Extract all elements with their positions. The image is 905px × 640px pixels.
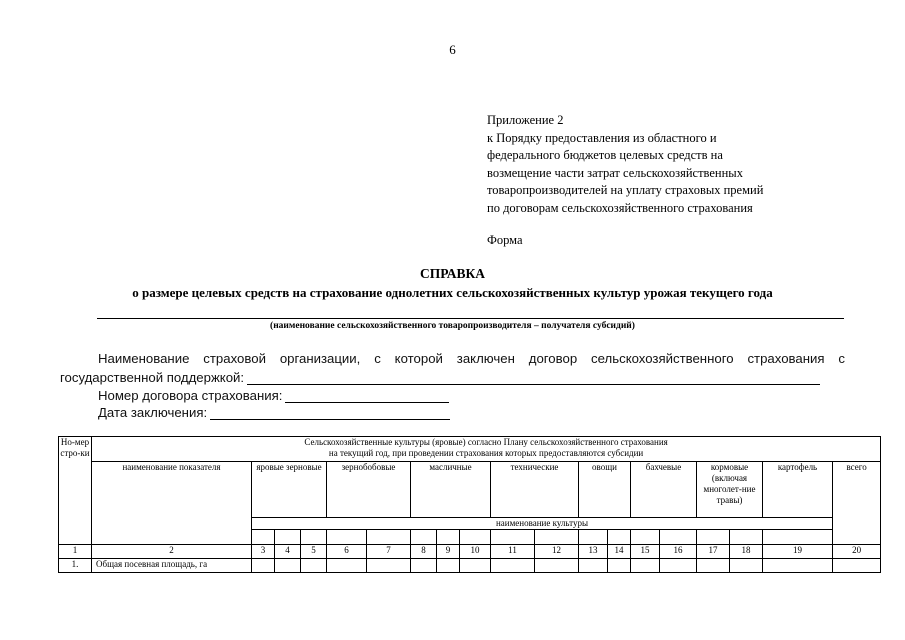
column-number: 12 — [535, 545, 579, 559]
conclusion-date-label: Дата заключения: — [98, 405, 208, 420]
conclusion-date-row — [98, 405, 450, 420]
crop-name-cell[interactable] — [697, 530, 730, 545]
value-cell[interactable] — [631, 559, 660, 573]
value-cell[interactable] — [252, 559, 275, 573]
column-number: 6 — [327, 545, 367, 559]
appendix-line: Приложение 2 — [487, 113, 564, 127]
insurer-word: страхования — [747, 351, 825, 366]
insurer-word: которой — [394, 351, 443, 366]
insurer-word: страховой — [203, 351, 266, 366]
value-cell[interactable] — [367, 559, 411, 573]
table-row-indicator: Общая посевная площадь, га — [92, 559, 252, 573]
column-number: 4 — [275, 545, 301, 559]
appendix-line: товаропроизводителей на уплату страховых премий — [487, 183, 764, 198]
crop-name-cell[interactable] — [730, 530, 763, 545]
crop-group-vegetables: овощи — [579, 462, 631, 518]
column-number: 2 — [92, 545, 252, 559]
value-cell[interactable] — [327, 559, 367, 573]
table-row-number: 1. — [59, 559, 92, 573]
column-number: 11 — [491, 545, 535, 559]
crop-group-oilseeds: масличные — [411, 462, 491, 518]
row-number-header: Но-мер стро-ки — [59, 437, 92, 545]
table-row — [59, 559, 881, 573]
insurer-word: с — [838, 351, 845, 366]
value-cell[interactable] — [535, 559, 579, 573]
crop-subsidy-table — [58, 436, 880, 573]
value-cell[interactable] — [411, 559, 437, 573]
column-number: 7 — [367, 545, 411, 559]
insurer-word: сельскохозяйственного — [591, 351, 734, 366]
crop-group-header-line: Сельскохозяйственные культуры (яровые) согласно Плану сельскохозяйственного страхования — [304, 437, 668, 447]
crop-name-cell[interactable] — [631, 530, 660, 545]
column-number: 15 — [631, 545, 660, 559]
insurer-word: договор — [528, 351, 578, 366]
column-number: 3 — [252, 545, 275, 559]
value-cell[interactable] — [491, 559, 535, 573]
value-cell[interactable] — [437, 559, 460, 573]
appendix-line: возмещение части затрат сельскохозяйственных — [487, 165, 743, 180]
value-cell[interactable] — [579, 559, 608, 573]
insurer-continuation — [60, 370, 820, 385]
crop-name-cell[interactable] — [367, 530, 411, 545]
document-title: СПРАВКА — [419, 266, 486, 281]
appendix-line: федерального бюджетов целевых средств на — [487, 148, 723, 163]
crop-name-cell[interactable] — [411, 530, 437, 545]
appendix-line: по договорам сельскохозяйственного страхования — [487, 200, 753, 215]
crop-group-header — [92, 437, 881, 462]
column-number: 14 — [608, 545, 631, 559]
crop-group-melons: бахчевые — [631, 462, 697, 518]
recipient-caption: (наименование сельскохозяйственного товаропроизводителя – получателя субсидий) — [270, 321, 635, 331]
column-number-row — [59, 545, 881, 559]
crop-group-potatoes: картофель — [763, 462, 833, 518]
crop-name-cell[interactable] — [301, 530, 327, 545]
column-number: 17 — [697, 545, 730, 559]
appendix-line: к Порядку предоставления из областного и — [487, 130, 717, 145]
value-cell[interactable] — [660, 559, 697, 573]
recipient-name-blank[interactable] — [97, 318, 844, 319]
crop-name-cell[interactable] — [327, 530, 367, 545]
crop-name-cell[interactable] — [763, 530, 833, 545]
column-number: 5 — [301, 545, 327, 559]
value-cell[interactable] — [730, 559, 763, 573]
contract-number-label: Номер договора страхования: — [98, 388, 283, 403]
value-cell[interactable] — [697, 559, 730, 573]
insurer-word: Наименование — [98, 351, 190, 366]
value-cell[interactable] — [301, 559, 327, 573]
value-cell[interactable] — [833, 559, 881, 573]
value-cell[interactable] — [608, 559, 631, 573]
column-number: 1 — [59, 545, 92, 559]
column-number: 8 — [411, 545, 437, 559]
crop-group-technical: технические — [491, 462, 579, 518]
insurer-label: государственной поддержкой: — [60, 370, 245, 385]
crop-name-cell[interactable] — [491, 530, 535, 545]
column-number: 19 — [763, 545, 833, 559]
contract-number-row — [98, 388, 449, 403]
crop-name-cell[interactable] — [275, 530, 301, 545]
crop-group-legumes: зернобобовые — [327, 462, 411, 518]
crop-name-cell[interactable] — [579, 530, 608, 545]
insurer-label-line — [98, 351, 845, 366]
value-cell[interactable] — [460, 559, 491, 573]
insurer-word: с — [374, 351, 381, 366]
crop-group-forage: кормовые (включая многолет-ние травы) — [697, 462, 763, 518]
crop-name-cell[interactable] — [437, 530, 460, 545]
contract-number-blank[interactable] — [285, 388, 449, 403]
column-number: 20 — [833, 545, 881, 559]
insurer-name-blank[interactable] — [247, 370, 820, 385]
crop-group-header-line: на текущий год, при проведении страхования которых предоставляются субсидии — [328, 448, 644, 458]
crop-name-cell[interactable] — [252, 530, 275, 545]
value-cell[interactable] — [275, 559, 301, 573]
column-number: 13 — [579, 545, 608, 559]
page-number: 6 — [449, 42, 456, 57]
crop-group-total: всего — [833, 462, 881, 545]
appendix-block — [487, 112, 763, 218]
column-number: 16 — [660, 545, 697, 559]
crop-name-cell[interactable] — [608, 530, 631, 545]
column-number: 10 — [460, 545, 491, 559]
crop-name-header: наименование культуры — [252, 518, 833, 530]
conclusion-date-blank[interactable] — [210, 405, 450, 420]
insurer-word: заключен — [456, 351, 515, 366]
crop-group-spring-grain: яровые зерновые — [252, 462, 327, 518]
insurer-word: организации, — [279, 351, 361, 366]
crop-name-cell[interactable] — [535, 530, 579, 545]
indicator-header: наименование показателя — [92, 462, 252, 545]
crop-name-cell[interactable] — [660, 530, 697, 545]
form-label: Форма — [487, 233, 523, 247]
crop-name-cell[interactable] — [460, 530, 491, 545]
value-cell[interactable] — [763, 559, 833, 573]
column-number: 18 — [730, 545, 763, 559]
column-number: 9 — [437, 545, 460, 559]
document-subtitle: о размере целевых средств на страхование однолетних сельскохозяйственных культур урожая текущего года — [132, 285, 773, 300]
